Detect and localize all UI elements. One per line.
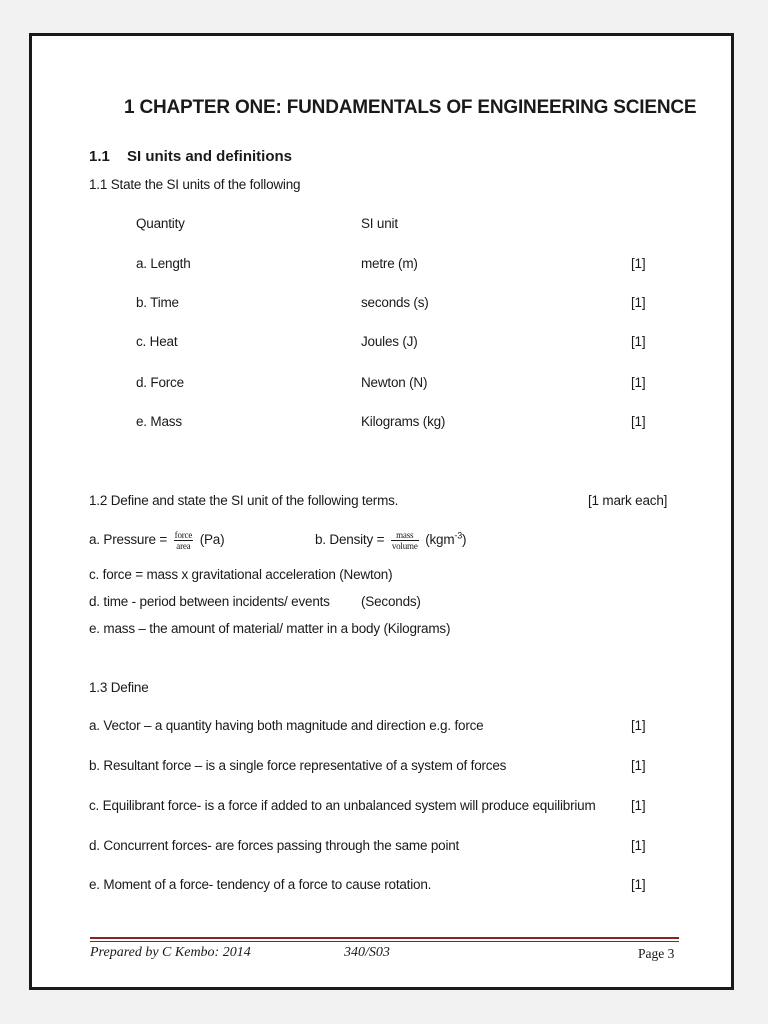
section-title: SI units and definitions (127, 148, 292, 165)
unit-cell: Kilograms (kg) (361, 414, 446, 429)
unit-cell: Joules (J) (361, 334, 418, 349)
mark-cell: [1] (631, 414, 646, 429)
footer-author: Prepared by C Kembo: 2014 (90, 945, 251, 960)
fraction-denominator: area (176, 541, 191, 551)
quantity-cell: a. Length (136, 256, 191, 271)
quantity-cell: d. Force (136, 375, 184, 390)
fraction-numerator: mass (391, 530, 419, 541)
pressure-unit: (Pa) (199, 532, 225, 548)
list-item: a. Vector – a quantity having both magnitude and direction e.g. force (89, 718, 484, 733)
time-definition: d. time - period between incidents/ events (89, 594, 330, 609)
chapter-title: 1 CHAPTER ONE: FUNDAMENTALS OF ENGINEERING SCIENCE (124, 97, 697, 118)
footer-code: 340/S03 (344, 945, 390, 960)
document-page (29, 33, 734, 990)
table-header-unit: SI unit (361, 216, 398, 231)
unit-cell: Newton (N) (361, 375, 428, 390)
time-unit: (Seconds) (361, 594, 421, 609)
pressure-label: a. Pressure = (89, 532, 168, 548)
footer-divider-thin (90, 941, 679, 942)
density-definition (315, 530, 466, 551)
mark-cell: [1] (631, 877, 646, 892)
mark-cell: [1] (631, 798, 646, 813)
q3-prompt: 1.3 Define (89, 680, 149, 695)
density-unit-close: ) (462, 532, 467, 548)
unit-cell: seconds (s) (361, 295, 429, 310)
density-fraction (391, 530, 419, 551)
density-label: b. Density = (315, 532, 385, 548)
force-definition: c. force = mass x gravitational acceleration (Newton) (89, 567, 393, 582)
unit-cell: metre (m) (361, 256, 418, 271)
density-unit: (kgm (425, 532, 455, 548)
mark-cell: [1] (631, 256, 646, 271)
list-item: e. Moment of a force- tendency of a force to cause rotation. (89, 877, 432, 892)
mark-cell: [1] (631, 375, 646, 390)
q1-prompt: 1.1 State the SI units of the following (89, 177, 301, 192)
mass-definition: e. mass – the amount of material/ matter in a body (Kilograms) (89, 621, 451, 636)
quantity-cell: c. Heat (136, 334, 178, 349)
pressure-definition (89, 530, 224, 551)
page-number: Page 3 (638, 946, 675, 961)
q2-marks: [1 mark each] (588, 493, 668, 508)
mark-cell: [1] (631, 838, 646, 853)
mark-cell: [1] (631, 758, 646, 773)
footer-divider (90, 937, 679, 939)
quantity-cell: b. Time (136, 295, 179, 310)
mark-cell: [1] (631, 295, 646, 310)
list-item: c. Equilibrant force- is a force if added to an unbalanced system will produce equilibrium (89, 798, 596, 813)
quantity-cell: e. Mass (136, 414, 182, 429)
density-unit-exponent: -3 (454, 530, 462, 541)
fraction-denominator: volume (391, 541, 418, 551)
table-header-quantity: Quantity (136, 216, 185, 231)
list-item: b. Resultant force – is a single force representative of a system of forces (89, 758, 507, 773)
fraction-numerator: force (174, 530, 193, 540)
q2-prompt: 1.2 Define and state the SI unit of the following terms. (89, 493, 399, 508)
mark-cell: [1] (631, 718, 646, 733)
mark-cell: [1] (631, 334, 646, 349)
list-item: d. Concurrent forces- are forces passing through the same point (89, 838, 460, 853)
section-number: 1.1 (89, 148, 110, 165)
pressure-fraction (174, 530, 193, 551)
